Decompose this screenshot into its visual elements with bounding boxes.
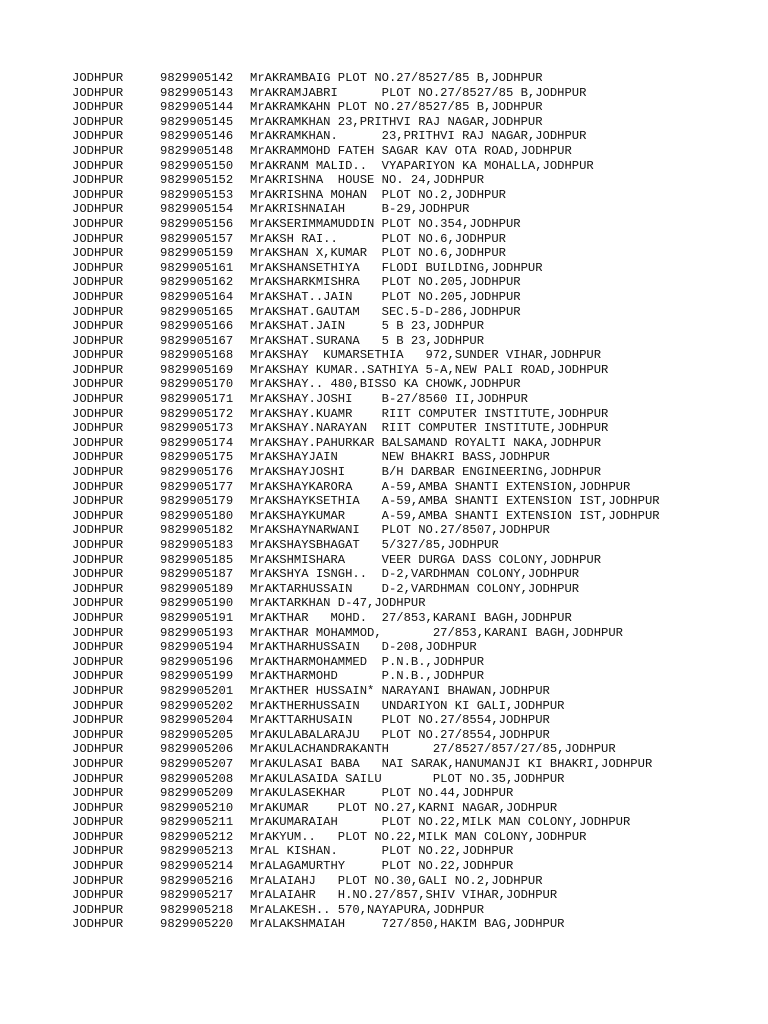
directory-row	[72, 655, 762, 670]
phone-number-cell: 9829905166	[160, 319, 234, 334]
name-address-cell: MrAKSHAYSBHAGAT 5/327/85,JODHPUR	[250, 538, 499, 552]
phone-number-cell: 9829905143	[160, 85, 234, 100]
name-address-cell: MrAKTTARHUSAIN PLOT NO.27/8554,JODHPUR	[250, 713, 550, 728]
phone-number-cell: 9829905185	[160, 552, 234, 567]
name-address-cell: MrAKTHARMOHD P.N.B.,JODHPUR	[250, 669, 485, 684]
directory-row	[72, 596, 762, 611]
phone-number-cell: 9829905148	[160, 143, 234, 158]
name-address-cell: MrAKTHARMOHAMMED P.N.B.,JODHPUR	[250, 654, 485, 669]
name-address-cell: MrAKSHMISHARA VEER DURGA DASS COLONY,JODHPUR	[250, 552, 602, 567]
directory-row	[72, 757, 762, 772]
city-cell: JODHPUR	[72, 319, 124, 334]
name-address-cell: MrAKSHAT.JAIN 5 B 23,JODHPUR	[250, 319, 485, 334]
directory-row	[72, 465, 762, 480]
directory-row	[72, 261, 762, 276]
phone-number-cell: 9829905209	[160, 786, 234, 801]
city-cell: JODHPUR	[72, 902, 124, 917]
phone-number-cell: 9829905164	[160, 289, 234, 304]
directory-row	[72, 480, 762, 495]
name-address-cell: MrAKSHAY.NARAYAN RIIT COMPUTER INSTITUTE,JODHPUR	[250, 421, 609, 436]
name-address-cell: MrAKRAMKAHN PLOT NO.27/8527/85 B,JODHPUR	[250, 100, 543, 115]
phone-number-cell: 9829905177	[160, 479, 234, 494]
city-cell: JODHPUR	[72, 85, 124, 100]
name-address-cell: MrAKSHYA ISNGH.. D-2,VARDHMAN COLONY,JODHPUR	[250, 567, 580, 582]
city-cell: JODHPUR	[72, 888, 124, 903]
name-address-cell: MrAKSHARKMISHRA PLOT NO.205,JODHPUR	[250, 275, 521, 290]
name-address-cell: MrAKTARHUSSAIN D-2,VARDHMAN COLONY,JODHPUR	[250, 581, 580, 596]
city-cell: JODHPUR	[72, 523, 124, 538]
phone-number-cell: 9829905161	[160, 260, 234, 275]
directory-row	[72, 115, 762, 130]
phone-number-cell: 9829905183	[160, 538, 234, 552]
city-cell: JODHPUR	[72, 100, 124, 115]
phone-number-cell: 9829905194	[160, 640, 234, 655]
city-cell: JODHPUR	[72, 859, 124, 874]
directory-row	[72, 859, 762, 874]
directory-row	[72, 392, 762, 407]
directory-row	[72, 494, 762, 509]
phone-number-cell: 9829905154	[160, 202, 234, 217]
phone-number-cell: 9829905157	[160, 231, 234, 246]
phone-number-cell: 9829905175	[160, 450, 234, 465]
city-cell: JODHPUR	[72, 450, 124, 465]
name-address-cell: MrAKRANM MALID.. VYAPARIYON KA MOHALLA,JODHPUR	[250, 158, 594, 173]
directory-row	[72, 509, 762, 524]
directory-row	[72, 407, 762, 422]
phone-number-cell: 9829905153	[160, 187, 234, 202]
phone-number-cell: 9829905202	[160, 698, 234, 713]
city-cell: JODHPUR	[72, 202, 124, 217]
city-cell: JODHPUR	[72, 713, 124, 728]
phone-number-cell: 9829905208	[160, 771, 234, 786]
name-address-cell: MrALAGAMURTHY PLOT NO.22,JODHPUR	[250, 859, 514, 874]
phone-number-cell: 9829905187	[160, 567, 234, 582]
directory-row	[72, 159, 762, 174]
phone-number-cell: 9829905170	[160, 377, 234, 392]
name-address-cell: MrALAKSHMAIAH 727/850,HAKIM BAG,JODHPUR	[250, 917, 565, 932]
directory-row	[72, 86, 762, 101]
phone-number-cell: 9829905211	[160, 815, 234, 830]
phone-number-cell: 9829905204	[160, 713, 234, 728]
city-cell: JODHPUR	[72, 698, 124, 713]
directory-row	[72, 290, 762, 305]
phone-number-cell: 9829905205	[160, 727, 234, 742]
directory-row	[72, 582, 762, 597]
city-cell: JODHPUR	[72, 829, 124, 844]
name-address-cell: MrAKULASAIDA SAILU PLOT NO.35,JODHPUR	[250, 771, 565, 786]
name-address-cell: MrAKULASAI BABA NAI SARAK,HANUMANJI KI BHAKRI,JODHPUR	[250, 756, 653, 771]
name-address-cell: MrAKSHAN X,KUMAR PLOT NO.6,JODHPUR	[250, 246, 506, 261]
city-cell: JODHPUR	[72, 392, 124, 407]
name-address-cell: MrAKSHAT.SURANA 5 B 23,JODHPUR	[250, 333, 485, 348]
phone-number-cell: 9829905207	[160, 756, 234, 771]
city-cell: JODHPUR	[72, 683, 124, 698]
phone-number-cell: 9829905142	[160, 71, 234, 85]
directory-row	[72, 202, 762, 217]
city-cell: JODHPUR	[72, 786, 124, 801]
phone-number-cell: 9829905218	[160, 902, 234, 917]
city-cell: JODHPUR	[72, 669, 124, 684]
directory-row	[72, 874, 762, 889]
directory-row	[72, 450, 762, 465]
directory-row	[72, 217, 762, 232]
phone-number-cell: 9829905146	[160, 129, 234, 144]
city-cell: JODHPUR	[72, 246, 124, 261]
phone-number-cell: 9829905179	[160, 494, 234, 509]
city-cell: JODHPUR	[72, 873, 124, 888]
name-address-cell: MrAKSHAYKARORA A-59,AMBA SHANTI EXTENSION,JODHPUR	[250, 479, 631, 494]
phone-number-cell: 9829905201	[160, 683, 234, 698]
name-address-cell: MrAKSH RAI.. PLOT NO.6,JODHPUR	[250, 231, 506, 246]
directory-row	[72, 728, 762, 743]
city-cell: JODHPUR	[72, 275, 124, 290]
city-cell: JODHPUR	[72, 508, 124, 523]
directory-row	[72, 129, 762, 144]
name-address-cell: MrAKRISHNA MOHAN PLOT NO.2,JODHPUR	[250, 187, 506, 202]
directory-row	[72, 319, 762, 334]
name-address-cell: MrALAIAHJ PLOT NO.30,GALI NO.2,JODHPUR	[250, 873, 543, 888]
name-address-cell: MrAKTHARHUSSAIN D-208,JODHPUR	[250, 640, 477, 655]
phone-number-cell: 9829905176	[160, 465, 234, 480]
name-address-cell: MrAKTHAR MOHAMMOD, 27/853,KARANI BAGH,JODHPUR	[250, 625, 623, 640]
name-address-cell: MrAKRISHNAIAH B-29,JODHPUR	[250, 202, 470, 217]
directory-row	[72, 801, 762, 816]
city-cell: JODHPUR	[72, 654, 124, 669]
directory-row	[72, 626, 762, 641]
name-address-cell: MrAKTHAR MOHD. 27/853,KARANI BAGH,JODHPUR	[250, 610, 572, 625]
city-cell: JODHPUR	[72, 362, 124, 377]
directory-listing	[72, 71, 762, 932]
city-cell: JODHPUR	[72, 143, 124, 158]
name-address-cell: MrAKSHAYNARWANI PLOT NO.27/8507,JODHPUR	[250, 523, 550, 538]
city-cell: JODHPUR	[72, 435, 124, 450]
directory-row	[72, 436, 762, 451]
phone-number-cell: 9829905168	[160, 348, 234, 363]
phone-number-cell: 9829905190	[160, 596, 234, 611]
directory-row	[72, 363, 762, 378]
name-address-cell: MrAKSHANSETHIYA FLODI BUILDING,JODHPUR	[250, 260, 543, 275]
directory-row	[72, 377, 762, 392]
directory-row	[72, 232, 762, 247]
name-address-cell: MrAKYUM.. PLOT NO.22,MILK MAN COLONY,JODHPUR	[250, 829, 587, 844]
city-cell: JODHPUR	[72, 406, 124, 421]
city-cell: JODHPUR	[72, 800, 124, 815]
directory-row	[72, 144, 762, 159]
phone-number-cell: 9829905193	[160, 625, 234, 640]
phone-number-cell: 9829905199	[160, 669, 234, 684]
city-cell: JODHPUR	[72, 348, 124, 363]
city-cell: JODHPUR	[72, 187, 124, 202]
name-address-cell: MrAKSHAT.GAUTAM SEC.5-D-286,JODHPUR	[250, 304, 521, 319]
city-cell: JODHPUR	[72, 610, 124, 625]
name-address-cell: MrAKRAMMOHD FATEH SAGAR KAV OTA ROAD,JODHPUR	[250, 143, 572, 158]
city-cell: JODHPUR	[72, 71, 124, 85]
city-cell: JODHPUR	[72, 640, 124, 655]
name-address-cell: MrAKSHAY.JOSHI B-27/8560 II,JODHPUR	[250, 392, 528, 407]
city-cell: JODHPUR	[72, 567, 124, 582]
directory-row	[72, 669, 762, 684]
phone-number-cell: 9829905180	[160, 508, 234, 523]
phone-number-cell: 9829905216	[160, 873, 234, 888]
city-cell: JODHPUR	[72, 129, 124, 144]
phone-number-cell: 9829905189	[160, 581, 234, 596]
city-cell: JODHPUR	[72, 596, 124, 611]
city-cell: JODHPUR	[72, 742, 124, 757]
directory-row	[72, 640, 762, 655]
city-cell: JODHPUR	[72, 815, 124, 830]
name-address-cell: MrAKSHAT..JAIN PLOT NO.205,JODHPUR	[250, 289, 521, 304]
directory-row	[72, 888, 762, 903]
directory-row	[72, 611, 762, 626]
name-address-cell: MrAKUMARAIAH PLOT NO.22,MILK MAN COLONY,JODHPUR	[250, 815, 631, 830]
directory-row	[72, 699, 762, 714]
phone-number-cell: 9829905220	[160, 917, 234, 932]
city-cell: JODHPUR	[72, 333, 124, 348]
directory-row	[72, 275, 762, 290]
name-address-cell: MrAKUMAR PLOT NO.27,KARNI NAGAR,JODHPUR	[250, 800, 558, 815]
directory-row	[72, 100, 762, 115]
phone-number-cell: 9829905213	[160, 844, 234, 859]
city-cell: JODHPUR	[72, 917, 124, 932]
directory-row	[72, 553, 762, 568]
directory-row	[72, 917, 762, 932]
directory-row	[72, 71, 762, 86]
name-address-cell: MrAKSHAY KUMARSETHIA 972,SUNDER VIHAR,JODHPUR	[250, 348, 602, 363]
name-address-cell: MrAKULACHANDRAKANTH 27/8527/857/27/85,JODHPUR	[250, 742, 616, 757]
phone-number-cell: 9829905217	[160, 888, 234, 903]
phone-number-cell: 9829905145	[160, 114, 234, 129]
directory-row	[72, 334, 762, 349]
city-cell: JODHPUR	[72, 421, 124, 436]
directory-row	[72, 567, 762, 582]
city-cell: JODHPUR	[72, 158, 124, 173]
name-address-cell: MrAKSHAY.. 480,BISSO KA CHOWK,JODHPUR	[250, 377, 521, 392]
city-cell: JODHPUR	[72, 260, 124, 275]
directory-row	[72, 538, 762, 553]
phone-number-cell: 9829905159	[160, 246, 234, 261]
directory-row	[72, 421, 762, 436]
city-cell: JODHPUR	[72, 625, 124, 640]
directory-row	[72, 830, 762, 845]
directory-row	[72, 713, 762, 728]
name-address-cell: MrALAIAHR H.NO.27/857,SHIV VIHAR,JODHPUR	[250, 888, 558, 903]
name-address-cell: MrAKRISHNA HOUSE NO. 24,JODHPUR	[250, 173, 485, 188]
name-address-cell: MrAKTHERHUSSAIN UNDARIYON KI GALI,JODHPUR	[250, 698, 565, 713]
city-cell: JODHPUR	[72, 494, 124, 509]
directory-row	[72, 844, 762, 859]
directory-row	[72, 173, 762, 188]
directory-row	[72, 742, 762, 757]
city-cell: JODHPUR	[72, 114, 124, 129]
city-cell: JODHPUR	[72, 304, 124, 319]
phone-number-cell: 9829905196	[160, 654, 234, 669]
phone-number-cell: 9829905173	[160, 421, 234, 436]
name-address-cell: MrAKTARKHAN D-47,JODHPUR	[250, 596, 426, 611]
name-address-cell: MrAKULABALARAJU PLOT NO.27/8554,JODHPUR	[250, 727, 550, 742]
city-cell: JODHPUR	[72, 173, 124, 188]
city-cell: JODHPUR	[72, 377, 124, 392]
phone-number-cell: 9829905169	[160, 362, 234, 377]
phone-number-cell: 9829905172	[160, 406, 234, 421]
directory-row	[72, 684, 762, 699]
name-address-cell: MrAKULASEKHAR PLOT NO.44,JODHPUR	[250, 786, 514, 801]
phone-number-cell: 9829905182	[160, 523, 234, 538]
city-cell: JODHPUR	[72, 771, 124, 786]
directory-row	[72, 903, 762, 918]
city-cell: JODHPUR	[72, 289, 124, 304]
name-address-cell: MrAKSHAY.KUAMR RIIT COMPUTER INSTITUTE,JODHPUR	[250, 406, 609, 421]
city-cell: JODHPUR	[72, 479, 124, 494]
phone-number-cell: 9829905171	[160, 392, 234, 407]
name-address-cell: MrAKSHAYKSETHIA A-59,AMBA SHANTI EXTENSION IST,JODHPUR	[250, 494, 660, 509]
name-address-cell: MrAKSHAYJOSHI B/H DARBAR ENGINEERING,JODHPUR	[250, 465, 602, 480]
city-cell: JODHPUR	[72, 727, 124, 742]
phone-number-cell: 9829905167	[160, 333, 234, 348]
phone-number-cell: 9829905156	[160, 216, 234, 231]
phone-number-cell: 9829905144	[160, 100, 234, 115]
phone-number-cell: 9829905214	[160, 859, 234, 874]
city-cell: JODHPUR	[72, 538, 124, 552]
directory-row	[72, 786, 762, 801]
phone-number-cell: 9829905165	[160, 304, 234, 319]
city-cell: JODHPUR	[72, 216, 124, 231]
city-cell: JODHPUR	[72, 552, 124, 567]
city-cell: JODHPUR	[72, 465, 124, 480]
directory-row	[72, 815, 762, 830]
directory-row	[72, 188, 762, 203]
directory-row	[72, 523, 762, 538]
name-address-cell: MrAKRAMKHAN. 23,PRITHVI RAJ NAGAR,JODHPUR	[250, 129, 587, 144]
city-cell: JODHPUR	[72, 231, 124, 246]
directory-row	[72, 772, 762, 787]
name-address-cell: MrAKTHER HUSSAIN* NARAYANI BHAWAN,JODHPUR	[250, 683, 550, 698]
directory-row	[72, 246, 762, 261]
name-address-cell: MrAKRAMJABRI PLOT NO.27/8527/85 B,JODHPUR	[250, 85, 587, 100]
phone-number-cell: 9829905174	[160, 435, 234, 450]
name-address-cell: MrAKSHAY.PAHURKAR BALSAMAND ROYALTI NAKA,JODHPUR	[250, 435, 602, 450]
phone-number-cell: 9829905206	[160, 742, 234, 757]
phone-number-cell: 9829905210	[160, 800, 234, 815]
phone-number-cell: 9829905162	[160, 275, 234, 290]
name-address-cell: MrAL KISHAN. PLOT NO.22,JODHPUR	[250, 844, 514, 859]
directory-row	[72, 348, 762, 363]
phone-number-cell: 9829905191	[160, 610, 234, 625]
city-cell: JODHPUR	[72, 581, 124, 596]
directory-row	[72, 305, 762, 320]
name-address-cell: MrAKSHAYKUMAR A-59,AMBA SHANTI EXTENSION IST,JODHPUR	[250, 508, 660, 523]
phone-number-cell: 9829905150	[160, 158, 234, 173]
name-address-cell: MrAKSHAY KUMAR..SATHIYA 5-A,NEW PALI ROAD,JODHPUR	[250, 362, 609, 377]
name-address-cell: MrAKRAMKHAN 23,PRITHVI RAJ NAGAR,JODHPUR	[250, 114, 543, 129]
name-address-cell: MrAKSHAYJAIN NEW BHAKRI BASS,JODHPUR	[250, 450, 550, 465]
phone-number-cell: 9829905152	[160, 173, 234, 188]
city-cell: JODHPUR	[72, 844, 124, 859]
phone-number-cell: 9829905212	[160, 829, 234, 844]
name-address-cell: MrALAKESH.. 570,NAYAPURA,JODHPUR	[250, 902, 485, 917]
city-cell: JODHPUR	[72, 756, 124, 771]
name-address-cell: MrAKSERIMMAMUDDIN PLOT NO.354,JODHPUR	[250, 216, 521, 231]
name-address-cell: MrAKRAMBAIG PLOT NO.27/8527/85 B,JODHPUR	[250, 71, 543, 85]
